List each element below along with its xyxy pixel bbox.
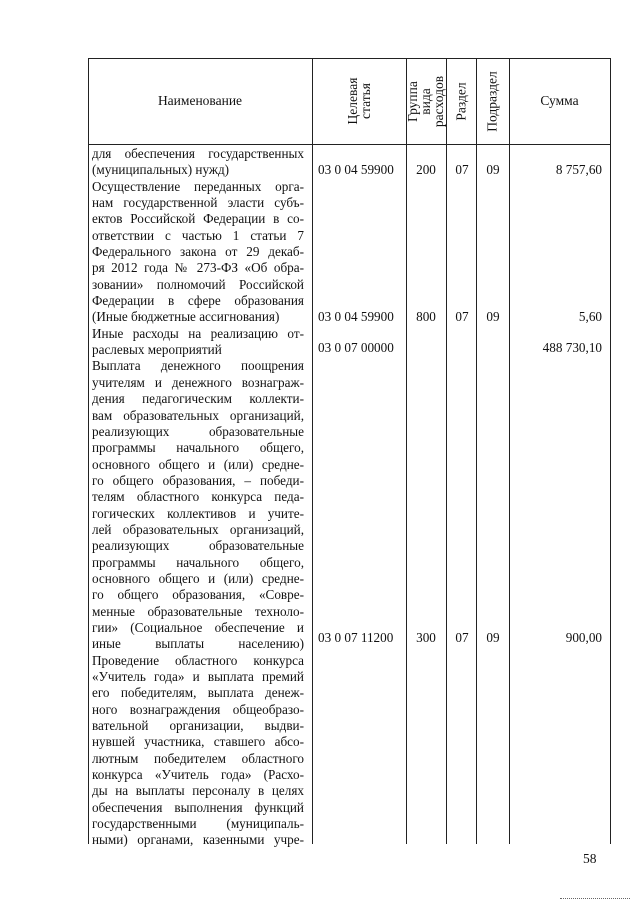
text-line: нам государственной эласти субъ-	[92, 195, 304, 211]
header-amount-label: Сумма	[540, 93, 579, 108]
row-target-article: 03 0 07 00000	[318, 340, 394, 355]
header-subsection-label: Подраздел	[485, 70, 501, 132]
text-line: (муниципальных) нужд)	[92, 162, 230, 178]
header-section	[446, 58, 476, 144]
text-line: го общего образования, «Совре-	[92, 587, 304, 603]
text-line: основного общего и (или) средне-	[92, 570, 304, 586]
text-line: вательной организации, выдви-	[92, 718, 304, 734]
row-section: 07	[455, 630, 469, 645]
text-line: ектов Российской Федерации в со-	[92, 211, 304, 227]
text-line: менные образовательные техноло-	[92, 603, 304, 619]
text-line: реализующих образовательные	[92, 423, 304, 439]
row-section: 07	[455, 162, 469, 177]
text-line: вам образовательных организаций,	[92, 407, 304, 423]
text-line: го общего образования, – победи-	[92, 472, 304, 488]
header-subsection	[476, 58, 509, 144]
text-line: зовании» полномочий Российской	[92, 276, 304, 292]
row-subsection: 09	[486, 630, 500, 645]
text-line: обеспечения выполнения функций	[92, 799, 304, 815]
row-amount: 5,60	[578, 309, 602, 324]
row-subsection: 09	[486, 162, 500, 177]
text-line: государственными (муниципаль-	[92, 816, 304, 832]
text-line: телям областного конкурса педа-	[92, 489, 304, 505]
header-target-article-label: Целевая статья	[345, 77, 373, 125]
header-target-article	[312, 58, 406, 144]
text-line: ными) органами, казенными учре-	[92, 832, 304, 848]
column-divider-name	[312, 58, 313, 844]
row-expense-group: 800	[416, 309, 436, 324]
header-name-label: Наименование	[157, 93, 243, 108]
table-border-left	[88, 58, 89, 844]
text-line: конкурса «Учитель года» (Расхо-	[92, 767, 304, 783]
scan-edge-mark	[560, 898, 630, 899]
column-divider-section	[476, 58, 477, 844]
header-divider	[88, 144, 611, 145]
text-line: Выплата денежного поощрения	[92, 358, 304, 374]
text-line: «Учитель года» и выплата премий	[92, 669, 304, 684]
header-amount	[509, 58, 610, 144]
text-line: программы начального общего,	[92, 440, 304, 456]
text-line: иные выплаты населению)	[92, 636, 304, 652]
table-border-right	[610, 58, 611, 844]
page-number: 58	[583, 851, 597, 866]
text-line: гии» (Социальное обеспечение и	[92, 619, 304, 635]
text-line: нувшей участника, ставшего абсо-	[92, 734, 304, 750]
header-name	[88, 58, 312, 144]
text-line: лей образовательных организаций,	[92, 521, 304, 537]
text-line: учителям и денежного вознаграж-	[92, 374, 304, 390]
header-section-label: Раздел	[453, 81, 469, 121]
row-target-article: 03 0 04 59900	[318, 309, 394, 324]
column-divider-code	[406, 58, 407, 844]
row-amount: 8 757,60	[555, 162, 602, 177]
column-divider-group	[446, 58, 447, 844]
row-target-article: 03 0 07 11200	[318, 630, 394, 645]
text-line: основного общего и (или) средне-	[92, 456, 304, 472]
row-amount: 488 730,10	[542, 340, 602, 355]
text-line: раслевых мероприятий	[92, 342, 222, 358]
header-expense-group	[406, 58, 446, 144]
row-target-article: 03 0 04 59900	[318, 162, 394, 177]
text-line: Осуществление переданных орга-	[92, 178, 304, 194]
text-line: дения педагогическим коллекти-	[92, 391, 304, 407]
text-line: ды на выплаты персоналу в целях	[92, 783, 304, 799]
row-expense-group: 300	[416, 630, 436, 645]
text-line: ного вознаграждения общеобразо-	[92, 701, 304, 717]
text-line: Иные расходы на реализацию от-	[92, 325, 304, 341]
text-line: Федерации в сфере образования	[92, 293, 304, 309]
text-line: для обеспечения государственных	[92, 146, 304, 161]
text-line: реализующих образовательные	[92, 538, 304, 554]
text-line: лютным победителем областного	[92, 750, 304, 766]
text-line: Федерального закона от 29 декаб-	[92, 244, 304, 260]
text-line: ря 2012 года № 273-ФЗ «Об обра-	[92, 260, 304, 276]
row-amount: 900,00	[565, 630, 602, 645]
text-line: гогических коллективов и учите-	[92, 505, 304, 521]
column-divider-subsection	[509, 58, 510, 844]
row-expense-group: 200	[416, 162, 436, 177]
text-line: ответствии с частью 1 статьи 7	[92, 227, 304, 243]
text-line: программы начального общего,	[92, 554, 304, 570]
name-column-text	[92, 146, 304, 849]
row-section: 07	[455, 309, 469, 324]
text-line: (Иные бюджетные ассигнования)	[92, 309, 280, 325]
text-line: Проведение областного конкурса	[92, 652, 304, 668]
row-subsection: 09	[486, 309, 500, 324]
header-expense-group-label: Группа вида расходов	[405, 75, 447, 127]
text-line: его победителям, выплата денеж-	[92, 685, 304, 701]
